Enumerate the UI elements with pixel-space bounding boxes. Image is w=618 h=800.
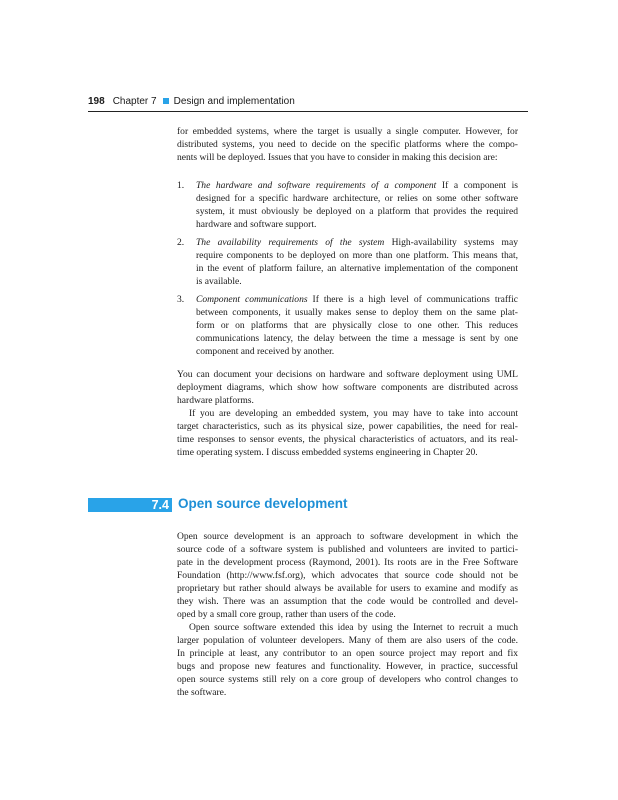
text-line: distributed systems, you need to decide on the specific platforms where the compo-: [177, 139, 518, 150]
text-line: deployment diagrams, which show how software components are distributed across: [177, 382, 518, 393]
text-line: oped by a small core group, rather than users of the code.: [177, 609, 396, 620]
text-line: form or on platforms that are physically close to one other. This reduces: [196, 320, 518, 331]
intro-paragraph: [177, 125, 518, 164]
text-line: bugs and propose new features and functionality. However, in practice, successful: [177, 661, 518, 672]
list-term: The availability requirements of the system: [196, 237, 385, 248]
text-line: pate in the development process (Raymond, 2001). Its roots are in the Free Software: [177, 557, 518, 568]
header-rule: [88, 111, 528, 112]
list-term: The hardware and software requirements of a component: [196, 180, 437, 191]
open-source-paragraph-1: [177, 530, 518, 621]
uml-paragraph: [177, 368, 518, 407]
text-line: hardware platforms.: [177, 395, 254, 406]
text-line: Open source software extended this idea by using the Internet to recruit a much: [189, 622, 518, 633]
embedded-paragraph: [177, 407, 518, 459]
text-line: You can document your decisions on hardware and software deployment using UML: [177, 369, 518, 380]
section-title: Open source development: [178, 496, 348, 511]
list-number: 3.: [177, 294, 185, 305]
list-number: 2.: [177, 237, 185, 248]
text-line: for embedded systems, where the target is usually a single computer. However, for: [177, 126, 518, 137]
text-line: source code of a software system is published and volunteers are invited to partici-: [177, 544, 518, 555]
text-line: Open source development is an approach to software development in which the: [177, 531, 518, 542]
list-item: 1. The hardware and software requirements of a component If a component is designed for a specific hardware architecture, or relies on some other software system, it must obviously be deployed on a platform that provides the required hardware and software support.: [177, 180, 519, 230]
text-line: component and received by another.: [196, 346, 335, 357]
running-header: [88, 96, 528, 107]
text-line: system, it must obviously be deployed on a platform that provides the required: [196, 206, 518, 217]
text-line: larger population of volunteer developers. Many of them are also users of the code.: [177, 635, 518, 646]
text-line: they wish. There was an assumption that the code would be controlled and devel-: [177, 596, 518, 607]
open-source-paragraph-2: [177, 621, 518, 699]
chapter-label: Chapter 7: [112, 96, 157, 107]
text-line: in the event of platform failure, an alternative implementation of the component: [196, 263, 518, 274]
text-line: is available.: [196, 276, 242, 287]
text-line: target characteristics, such as its physical size, power capabilities, the need for real-: [177, 421, 518, 432]
text-line: If you are developing an embedded system, you may have to take into account: [189, 408, 518, 419]
text-line: communications latency, the delay between the time a message is sent by one: [196, 333, 518, 344]
text-line: hardware and software support.: [196, 219, 317, 230]
text-line: open source systems still rely on a core group of developers who control changes to: [177, 674, 518, 685]
text-line: In principle at least, any contributor to an open source project may report and fix: [177, 648, 518, 659]
text-line: time responses to sensor events, the physical characteristics of actuators, and its real-: [177, 434, 518, 445]
header-square-icon: [163, 98, 169, 104]
list-item: 2. The availability requirements of the system High-availability systems may require components to be deployed on more than one platform. This means that, in the event of platform failure, an alternative implementation of the component is available.: [177, 237, 518, 287]
text-line: between components, it usually makes sense to deploy them on the same plat-: [196, 307, 518, 318]
text-line: designed for a specific hardware architecture, or relies on some other software: [196, 193, 518, 204]
text-line: the software.: [177, 687, 227, 698]
text-line: Foundation (http://www.fsf.org), which advocates that source code should not be: [177, 570, 518, 581]
list-term: Component communications: [196, 294, 308, 305]
text-line: proprietary but rather should always be available for users to examine and modify as: [177, 583, 518, 594]
list-number: 1.: [177, 180, 185, 191]
text-line: time operating system. I discuss embedded systems engineering in Chapter 20.: [177, 447, 478, 458]
page-number: 198: [88, 96, 105, 107]
chapter-title: Design and implementation: [173, 96, 295, 107]
list-item: 3. Component communications If there is a high level of communications traffic between components, it usually makes sense to deploy them on the same plat- form or on platforms that are physically close to one other. This reduces communications latency, the delay between the time a message is sent by one component and received by another.: [177, 294, 518, 357]
section-number: 7.4: [151, 498, 169, 512]
text-line: require components to be deployed on more than one platform. This means that,: [196, 250, 518, 261]
text-line: nents will be deployed. Issues that you have to consider in making this decision are:: [177, 152, 498, 163]
